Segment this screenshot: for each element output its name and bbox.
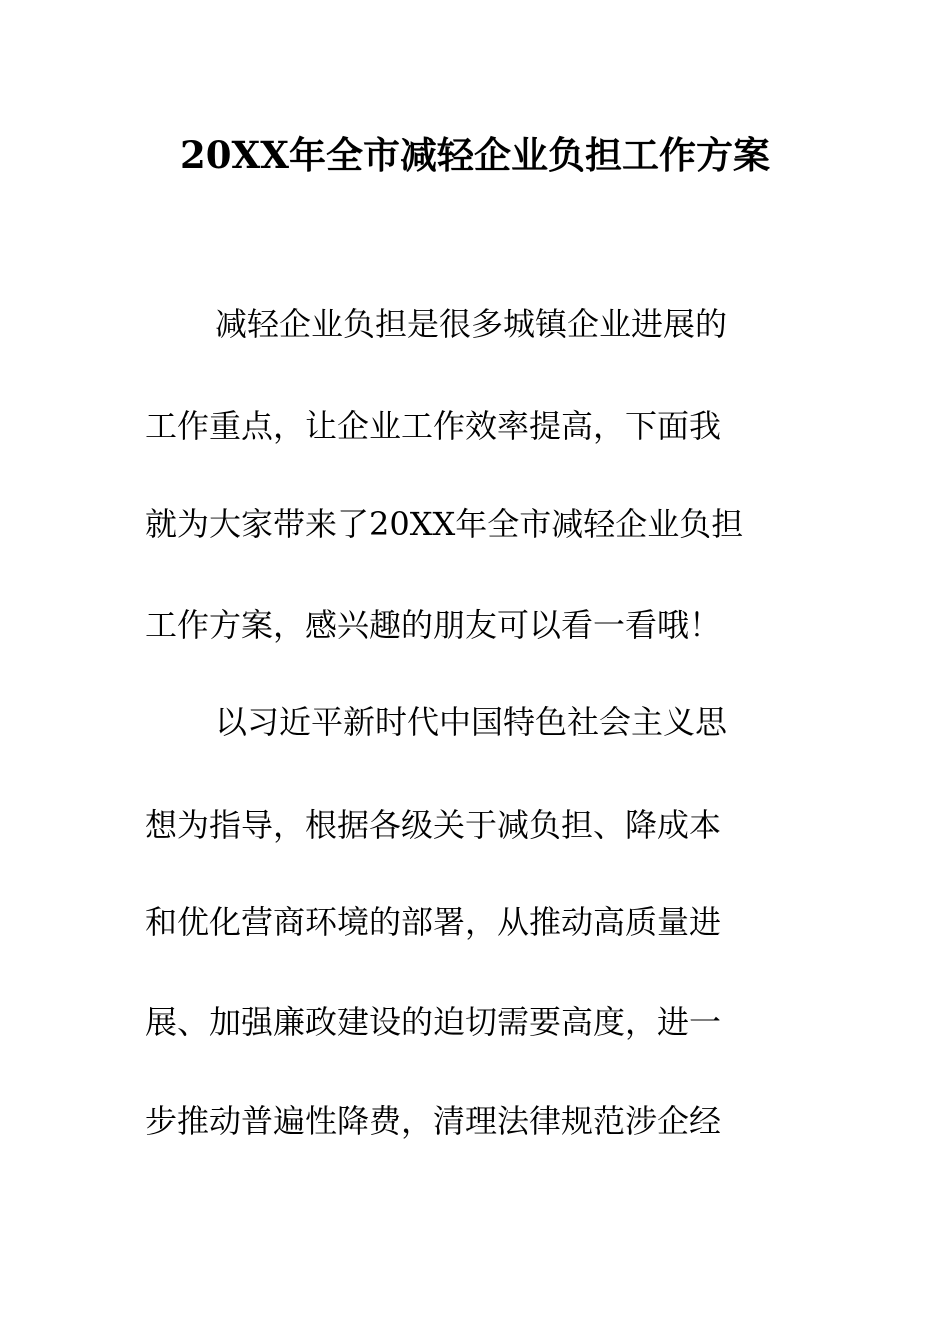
paragraph-line: 以习近平新时代中国特色社会主义思	[215, 703, 728, 741]
document-title: 20XX年全市减轻企业负担工作方案	[180, 133, 770, 177]
paragraph-line: 展、加强廉政建设的迫切需要高度，进一	[145, 1003, 722, 1041]
paragraph-line: 就为大家带来了20XX年全市减轻企业负担	[145, 505, 744, 543]
paragraph-line: 工作方案，感兴趣的朋友可以看一看哦！	[145, 606, 722, 644]
paragraph-line: 想为指导，根据各级关于减负担、降成本	[145, 806, 722, 844]
paragraph-line: 减轻企业负担是很多城镇企业进展的	[215, 305, 728, 343]
paragraph-line: 和优化营商环境的部署，从推动高质量进	[145, 903, 722, 941]
paragraph-line: 步推动普遍性降费，清理法律规范涉企经	[145, 1102, 722, 1140]
paragraph-line: 工作重点，让企业工作效率提高，下面我	[145, 407, 722, 445]
